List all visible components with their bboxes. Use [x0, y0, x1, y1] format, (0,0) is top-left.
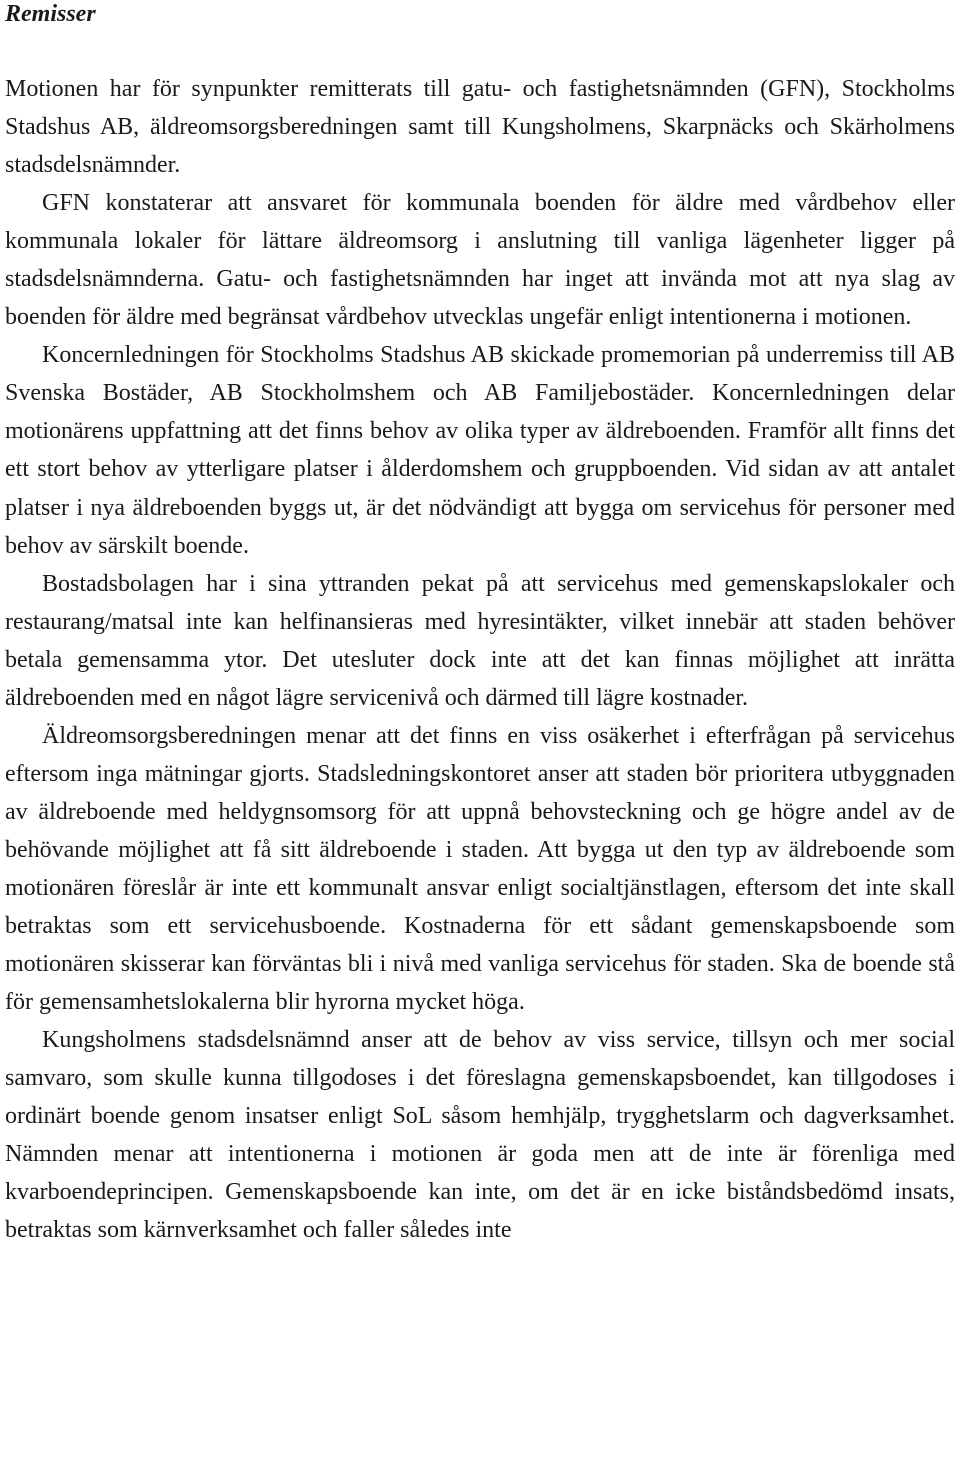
paragraph-gfn: GFN konstaterar att ansvaret för kommunala boenden för äldre med vårdbehov eller kommunala lokaler för lättare äldreomsorg i anslutning till vanliga lägenheter ligger på stadsdelsnämnderna. Gatu- och fastighetsnämnden har inget att invända mot att nya slag av boenden för äldre med begränsat vårdbehov utvecklas ungefär enligt intentionerna i motionen. — [5, 190, 955, 331]
paragraph-remiss-intro: Motionen har för synpunkter remitterats till gatu- och fastighetsnämnden (GFN), Stockholms Stadshus AB, äldreomsorgsberedningen samt till Kungsholmens, Skarpnäcks och Skärholmens stadsdelsnämnder. — [5, 76, 955, 179]
paragraph-koncernledningen: Koncernledningen för Stockholms Stadshus AB skickade promemorian på underremiss till AB Svenska Bostäder, AB Stockholmshem och AB Familjebostäder. Koncernledningen delar motionärens uppfattning att det finns behov av olika typer av äldreboenden. Framför allt finns det ett stort behov av ytterligare platser i ålderdomshem och gruppboenden. Vid sidan av att antalet platser i nya äldreboenden byggs ut, är det nödvändigt att bygga om servicehus för personer med behov av särskilt boende. — [5, 342, 955, 559]
paragraph-kungsholmen: Kungsholmens stadsdelsnämnd anser att de behov av viss service, tillsyn och mer social samvaro, som skulle kunna tillgodoses i det föreslagna gemenskapsboendet, kan tillgodoses i ordinärt boende genom insatser enligt SoL såsom hemhjälp, trygghetslarm och dagverksamhet. Nämnden menar att intentionerna i motionen är goda men att de inte är förenliga med kvarboendeprincipen. Gemenskapsboende kan inte, om det är en icke biståndsbedömd insats, betraktas som kärnverksamhet och faller således inte — [5, 1027, 955, 1244]
document-body — [5, 70, 955, 1249]
paragraph-aldreomsorgsberedningen: Äldreomsorgsberedningen menar att det finns en viss osäkerhet i efterfrågan på servicehus eftersom inga mätningar gjorts. Stadsledningskontoret anser att staden bör prioritera utbyggnaden av äldreboende med heldygnsomsorg för att uppnå behovsteckning och ge högre andel av de behövande möjlighet att få sitt äldreboende i staden. Att bygga ut den typ av äldreboende som motionären föreslår är inte ett kommunalt ansvar enligt socialtjänstlagen, eftersom det inte skall betraktas som ett servicehusboende. Kostnaderna för ett sådant gemenskapsboende som motionären skisserar kan förväntas bli i nivå med vanliga servicehus för staden. Ska de boende stå för gemensamhetslokalerna blir hyrorna mycket höga. — [5, 722, 955, 1016]
document-page — [5, 0, 955, 1249]
paragraph-bostadsbolagen: Bostadsbolagen har i sina yttranden pekat på att servicehus med gemenskapslokaler och restaurang/matsal inte kan helfinansieras med hyresintäkter, vilket innebär att staden behöver betala gemensamma ytor. Det utesluter dock inte att det kan finnas möjlighet att inrätta äldreboenden med en något lägre servicenivå och därmed till lägre kostnader. — [5, 570, 955, 711]
section-heading: Remisser — [5, 1, 96, 27]
